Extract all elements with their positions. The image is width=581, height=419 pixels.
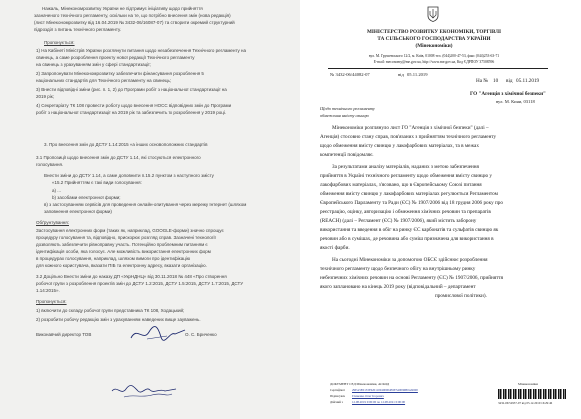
address-line: вул. М. Грушевського 12/2, м. Київ, 01008 тел. (044)200-47-53, факс (044)253-63-71 xyxy=(368,54,500,58)
change-line: «15.2 Прийняттям є такі види голосування: xyxy=(52,180,142,185)
body-line: На сьогодні Мінекономіки за допомогою ОБСЄ здійснює розроблення xyxy=(332,257,488,263)
proposed-item: національних стандартів для Технічного регламенту на свинець; xyxy=(36,78,172,83)
footer-cert-value: 29EA5E0133F6201100400004E6E540096B0A6D00 xyxy=(352,388,418,392)
section-3-heading: 3. Про внесення змін до ДСТУ 1.14:2015 «а інших основоположних стандартів xyxy=(44,142,208,147)
signer-role: Виконавчий директор ТОВ xyxy=(36,332,92,337)
proposed-item: 4) Секретаріату ТК 108 провести роботу щодо внесення НОСС відповідних змін до Програми xyxy=(36,103,232,108)
ministry-name-line: МІНІСТЕРСТВО РОЗВИТКУ ЕКОНОМІКИ, ТОРГІВЛІ xyxy=(366,29,502,35)
body-line: лакофарбових матеріалах, з'ясовано, що в Європейському Союзі питання xyxy=(320,182,482,188)
rationale-line: дозволяють забезпечити рівноправну участь. Потенційно проблемним питанням є xyxy=(36,242,208,247)
footer-cert-label: Сертифікат xyxy=(330,388,345,392)
intro-line-4: підрозділ з питань технічного регламенту. xyxy=(34,27,122,32)
body-line: використання та введення в обіг на ринку ЄС карбонатів та сульфатів свинцю як xyxy=(320,227,499,233)
proposal-3-2: робочої групи з розроблення проектів змін до ДСТУ 1.2:2015, ДСТУ 1.5:2015, ДСТУ 1.7:2015, ДСТУ xyxy=(36,281,244,286)
body-line: щодо обмеження вмісту свинцю у лакофарбових матеріалах, та в межах xyxy=(320,143,479,149)
doc-date-prefix: від xyxy=(398,72,404,77)
change-line: b) засобами електронної форми; xyxy=(52,195,121,200)
ref-date: 05.11.2019 xyxy=(516,78,540,84)
proposed-heading-2: Пропонується: xyxy=(36,299,67,304)
proposal-3-2: 3.2 Доцільно Внести зміни до наказу ДП «УкрНДНЦ» від 30.11.2018 № 448 «Про створення xyxy=(36,274,227,279)
doc-number: № 3432-06/44082-07 xyxy=(330,72,370,77)
rationale-line: для кожного користувача, вказати ПІБ та електронну адресу, вказати організацію. xyxy=(36,263,207,268)
subject-line: Щодо технічного регламенту xyxy=(320,106,375,111)
intro-line-3: (лист Мінекономрозвитку від 16.04.2019 № 3432-06/16087-07) та створити окремий структурний xyxy=(34,20,235,25)
ministry-name-line: (Мінекономіки) xyxy=(415,43,453,49)
proposed-item-2: 1) включити до складу робочої групи представника ТК 108, Ходацький; xyxy=(36,308,185,313)
body-line: прийняття в Україні технічного регламенту щодо обмеження вмісту свинцю у xyxy=(320,173,492,179)
proposed-item: 1) На Кабінеті Міністрів України розглянути питання щодо незабезпечення Технічного регламенту на xyxy=(36,48,247,53)
proposal-3-1: голосування. xyxy=(36,162,64,167)
change-line: заповнення електронної форми) xyxy=(44,209,112,214)
body-line: компетенції повідомляє. xyxy=(320,152,374,158)
addressee-name: ГО "Агенція з хімічної безпеки" xyxy=(470,91,546,97)
proposed-item: робіт з національної стандартизації на 2019 рік та забезпечить їх розроблення у 2019 році. xyxy=(36,110,227,115)
footer-valid-label: Дійсний з xyxy=(330,400,343,404)
rationale-heading: Обґрунтування: xyxy=(36,220,69,225)
body-line: (REACH) (далі – Регламент (ЄС) № 1907/2006), який містить заборону xyxy=(320,218,477,224)
proposed-item: 2019 рік; xyxy=(36,94,54,99)
footer-ministry: Мінекономіки xyxy=(518,382,538,386)
ref-prefix: На № xyxy=(476,78,489,84)
ref-date-prefix: від xyxy=(506,78,513,84)
proposed-item-2: 2) розробити робочу редакцію змін з урахуванням наведених вище зауважень. xyxy=(36,317,201,322)
coat-of-arms-icon xyxy=(427,6,439,22)
addressee-address: вул. М. Кияи, 03118 xyxy=(496,99,535,104)
body-line: реєстрацію, оцінку, авторизацію і обмеження хімічних речовин та препаратів xyxy=(320,209,491,215)
footer-valid-value: 12.08.2019 0:00:00 по 12.08.2021 0:00:00 xyxy=(352,400,406,404)
footer-signer-label: Підписувач xyxy=(330,394,346,398)
rationale-line: процедуру голосування та, відповідно, прискорює розгляд справ. Зазначені технології xyxy=(36,235,216,240)
ministry-name-line: ТА СІЛЬСЬКОГО ГОСПОДАРСТВА УКРАЇНИ xyxy=(377,36,491,42)
right-document-page xyxy=(300,0,581,419)
doc-date: 05.11.2019 xyxy=(407,72,428,77)
header-rule xyxy=(328,68,548,69)
handwritten-signature xyxy=(128,324,188,344)
proposed-item: 3) Внести відповідні зміни (рис. п. 1, 2) до Програми робіт з національної стандартизації на xyxy=(36,87,227,92)
body-line: Європейського Парламенту та Ради (ЄС) № 1907/2006 від 18 грудня 2006 року про xyxy=(320,200,503,206)
intro-line-2: зазначеного технічного регламенту, оскільки на те, що потрібно внесення змін (нова редакція) xyxy=(34,13,231,18)
body-line: якого заплановано на кінець 2019 року (відповідальний – департамент xyxy=(320,284,476,290)
body-line: Агенція) стосовно стану справ, пов'язаних з прийняттям технічного регламенту xyxy=(320,134,497,140)
address-line: E-mail: meconomy@me.gov.ua, http://www.me.gov.ua, Код ЄДРПОУ 37508596 xyxy=(373,60,495,64)
subject-line: обмеження вмісту свинцю xyxy=(320,113,369,118)
body-line: якості фарби. xyxy=(320,245,350,251)
change-line: а) ... xyxy=(52,188,62,193)
proposed-item: на свинець з урахуванням змін у сфері стандартизації; xyxy=(36,62,151,67)
footer-signer-value: Глиненко Олег Ігорович xyxy=(352,394,384,398)
footer-document: ДОКУМЕНТ СЕД Мінекономіки, АСКОД xyxy=(330,382,390,386)
proposed-heading: Пропонується: xyxy=(44,40,75,45)
body-line: обмеження вмісту свинцю у лакофарбових матеріалах регулюється Регламентом xyxy=(320,191,498,197)
body-line: промислової політики). xyxy=(435,293,487,299)
body-line: За результатами аналізу матеріалів, наданих з метою забезпечення xyxy=(332,164,479,170)
body-line: небезпечних хімічних речовин на основі Регламенту (ЄС) № 1907/2006, прийняття xyxy=(320,275,504,281)
rationale-line: Застосування електронних форм (таких як, наприклад, GOOGLE-форми) значно спрощує xyxy=(36,228,224,233)
footer-regno: 3432-06/52937-07 від 05.12.2019 16:29:46 xyxy=(498,401,553,405)
rationale-line: в процедурах голосування, наприклад, шляхом вимоги про ідентифікацію xyxy=(36,256,191,261)
change-line: Внести зміни до ДСТУ 1.14, а саме доповнити п.15.2 пунктом з наступного змісту xyxy=(44,173,214,178)
proposal-3-1: 3.1 Пропозиції щодо внесення змін до ДСТУ 1.14, які стосуються електронного xyxy=(36,155,201,160)
body-line: Мінекономіки розглянуло лист ГО "Агенція з хімічної безпеки" (далі – xyxy=(332,125,489,131)
signer-name: О. С. Бриченко xyxy=(185,332,217,337)
handwritten-note xyxy=(110,382,180,400)
ref-number: 10 xyxy=(493,78,499,84)
proposal-3-2: 1.14:2015». xyxy=(36,288,60,293)
body-line: технічного регламенту щодо безпечного обігу на внутрішньому ринку xyxy=(320,266,476,272)
proposed-item: 2) Запропонувати Мінекономрозвитку забезпечити фінансування розроблення 5 xyxy=(36,71,204,76)
change-line: в) з застосуванням сервісів для проведення онлайн-опитування через мережу Інтернет (шляхом xyxy=(44,202,247,207)
body-line: речовин або в сумішах, де речовина або суміш призначена для використання в xyxy=(320,236,494,242)
intro-line-1: Нажаль, Мінекономрозвитку України не підтримує ініціативу щодо прийняття xyxy=(42,6,203,11)
barcode xyxy=(498,389,566,399)
rationale-line: ідентифікація особи, яка голосує. Але можливість використання електронних форм xyxy=(36,249,211,254)
proposed-item: свинець, а саме розроблення проекту нової редакції Технічного регламенту xyxy=(36,55,195,60)
